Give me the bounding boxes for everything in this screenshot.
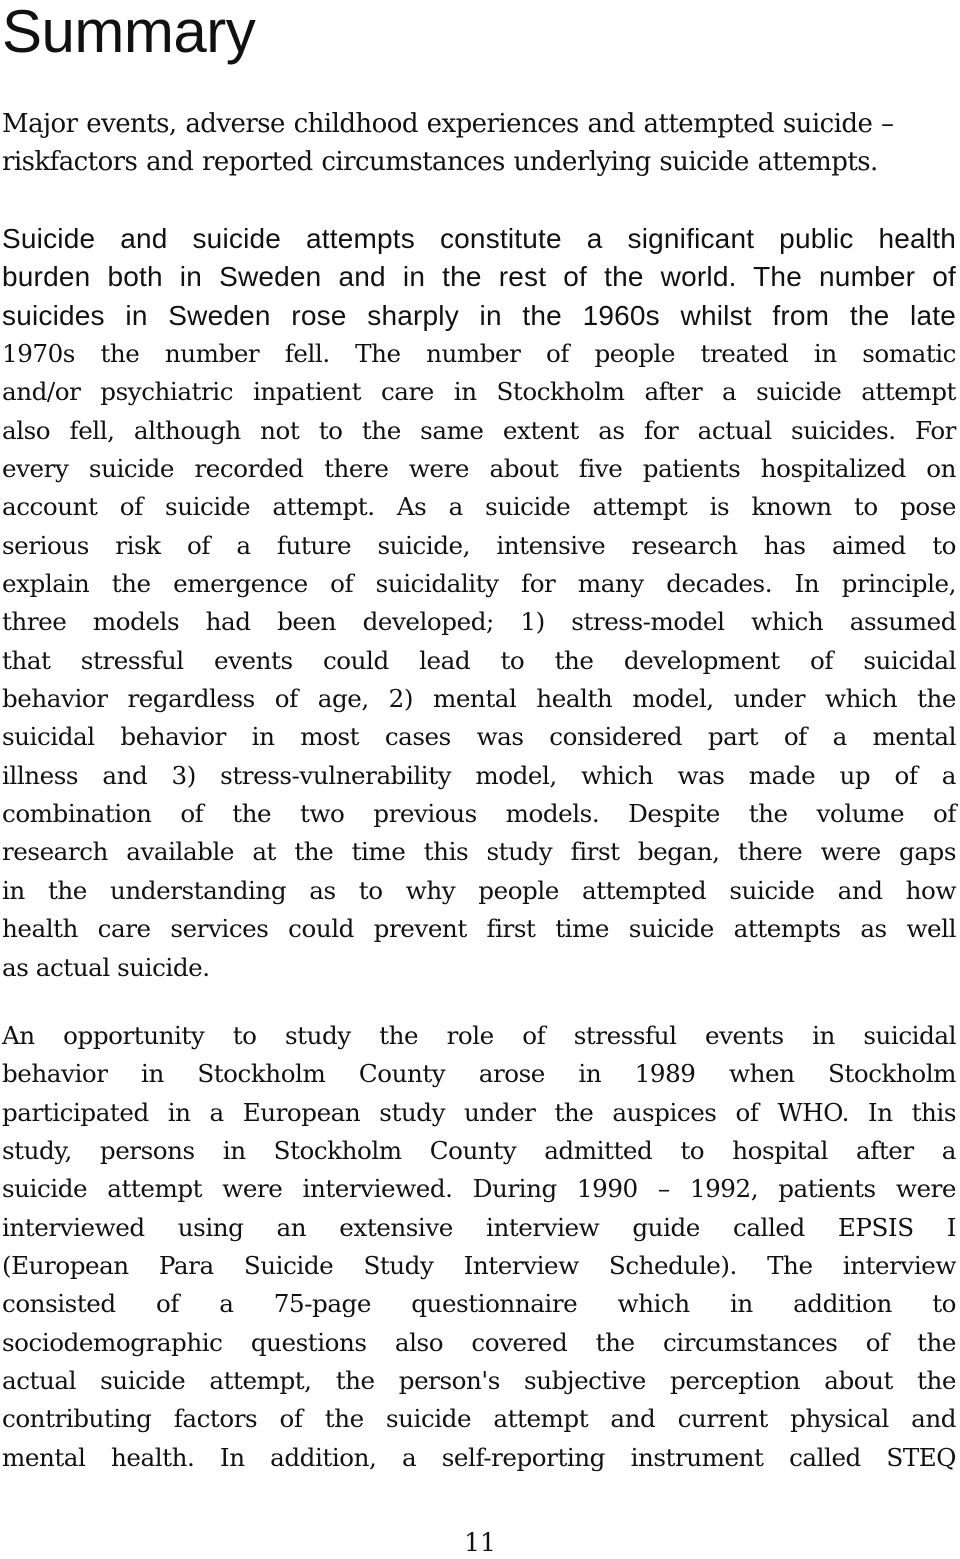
text-line: and/or psychiatric inpatient care in Stockholm after a suicide attempt [2,377,956,407]
text-line: combination of the two previous models. Despite the volume of [2,799,956,829]
text-line: behavior in Stockholm County arose in 1989 when Stockholm [2,1059,956,1089]
text-line: consisted of a 75-page questionnaire which in addition to [2,1289,956,1319]
text-line: sociodemographic questions also covered the circumstances of the [2,1327,956,1357]
page-number: 11 [464,1528,496,1557]
text-line: actual suicide attempt, the person's subjective perception about the [2,1366,956,1396]
text-line: suicides in Sweden rose sharply in the 1960s whilst from the late [2,299,956,331]
text-line: An opportunity to study the role of stressful events in suicidal [2,1021,956,1050]
text-line: illness and 3) stress-vulnerability model, which was made up of a [2,760,956,790]
text-line: suicide attempt were interviewed. During 1990 – 1992, patients were [2,1174,956,1204]
text-line: interviewed using an extensive interview guide called EPSIS I [2,1212,956,1242]
summary-subtitle [2,105,958,181]
text-line: in the understanding as to why people attempted suicide and how [2,875,956,905]
text-line: explain the emergence of suicidality for many decades. In principle, [2,569,956,599]
paragraph-1 [2,335,956,987]
text-line: every suicide recorded there were about five patients hospitalized on [2,454,956,484]
text-line: suicidal behavior in most cases was considered part of a mental [2,722,956,752]
text-line: serious risk of a future suicide, intensive research has aimed to [2,530,956,560]
text-line: research available at the time this study first began, there were gaps [2,837,956,867]
paragraph-1-opening [2,220,956,335]
text-line: (European Para Suicide Study Interview Schedule). The interview [2,1251,956,1281]
text-line: Suicide and suicide attempts constitute a significant public health [2,223,956,254]
text-line: study, persons in Stockholm County admitted to hospital after a [2,1136,956,1166]
text-line: also fell, although not to the same extent as for actual suicides. For [2,415,956,445]
text-line: contributing factors of the suicide attempt and current physical and [2,1404,956,1434]
text-line: three models had been developed; 1) stress-model which assumed [2,607,956,637]
subtitle-line: riskfactors and reported circumstances underlying suicide attempts. [2,147,878,177]
paragraph-2 [2,1017,956,1477]
subtitle-line: Major events, adverse childhood experiences and attempted suicide – [2,109,894,139]
text-line: 1970s the number fell. The number of people treated in somatic [2,339,956,368]
text-line: burden both in Sweden and in the rest of the world. The number of [2,261,956,293]
text-line: that stressful events could lead to the development of suicidal [2,645,956,675]
text-line: participated in a European study under the auspices of WHO. In this [2,1097,956,1127]
text-line: behavior regardless of age, 2) mental health model, under which the [2,684,956,714]
page-title: Summary [2,0,256,65]
text-line: health care services could prevent first time suicide attempts as well [2,914,956,944]
text-line: as actual suicide. [2,952,210,982]
text-line: mental health. In addition, a self-reporting instrument called STEQ [2,1442,956,1472]
text-line: account of suicide attempt. As a suicide attempt is known to pose [2,492,956,522]
